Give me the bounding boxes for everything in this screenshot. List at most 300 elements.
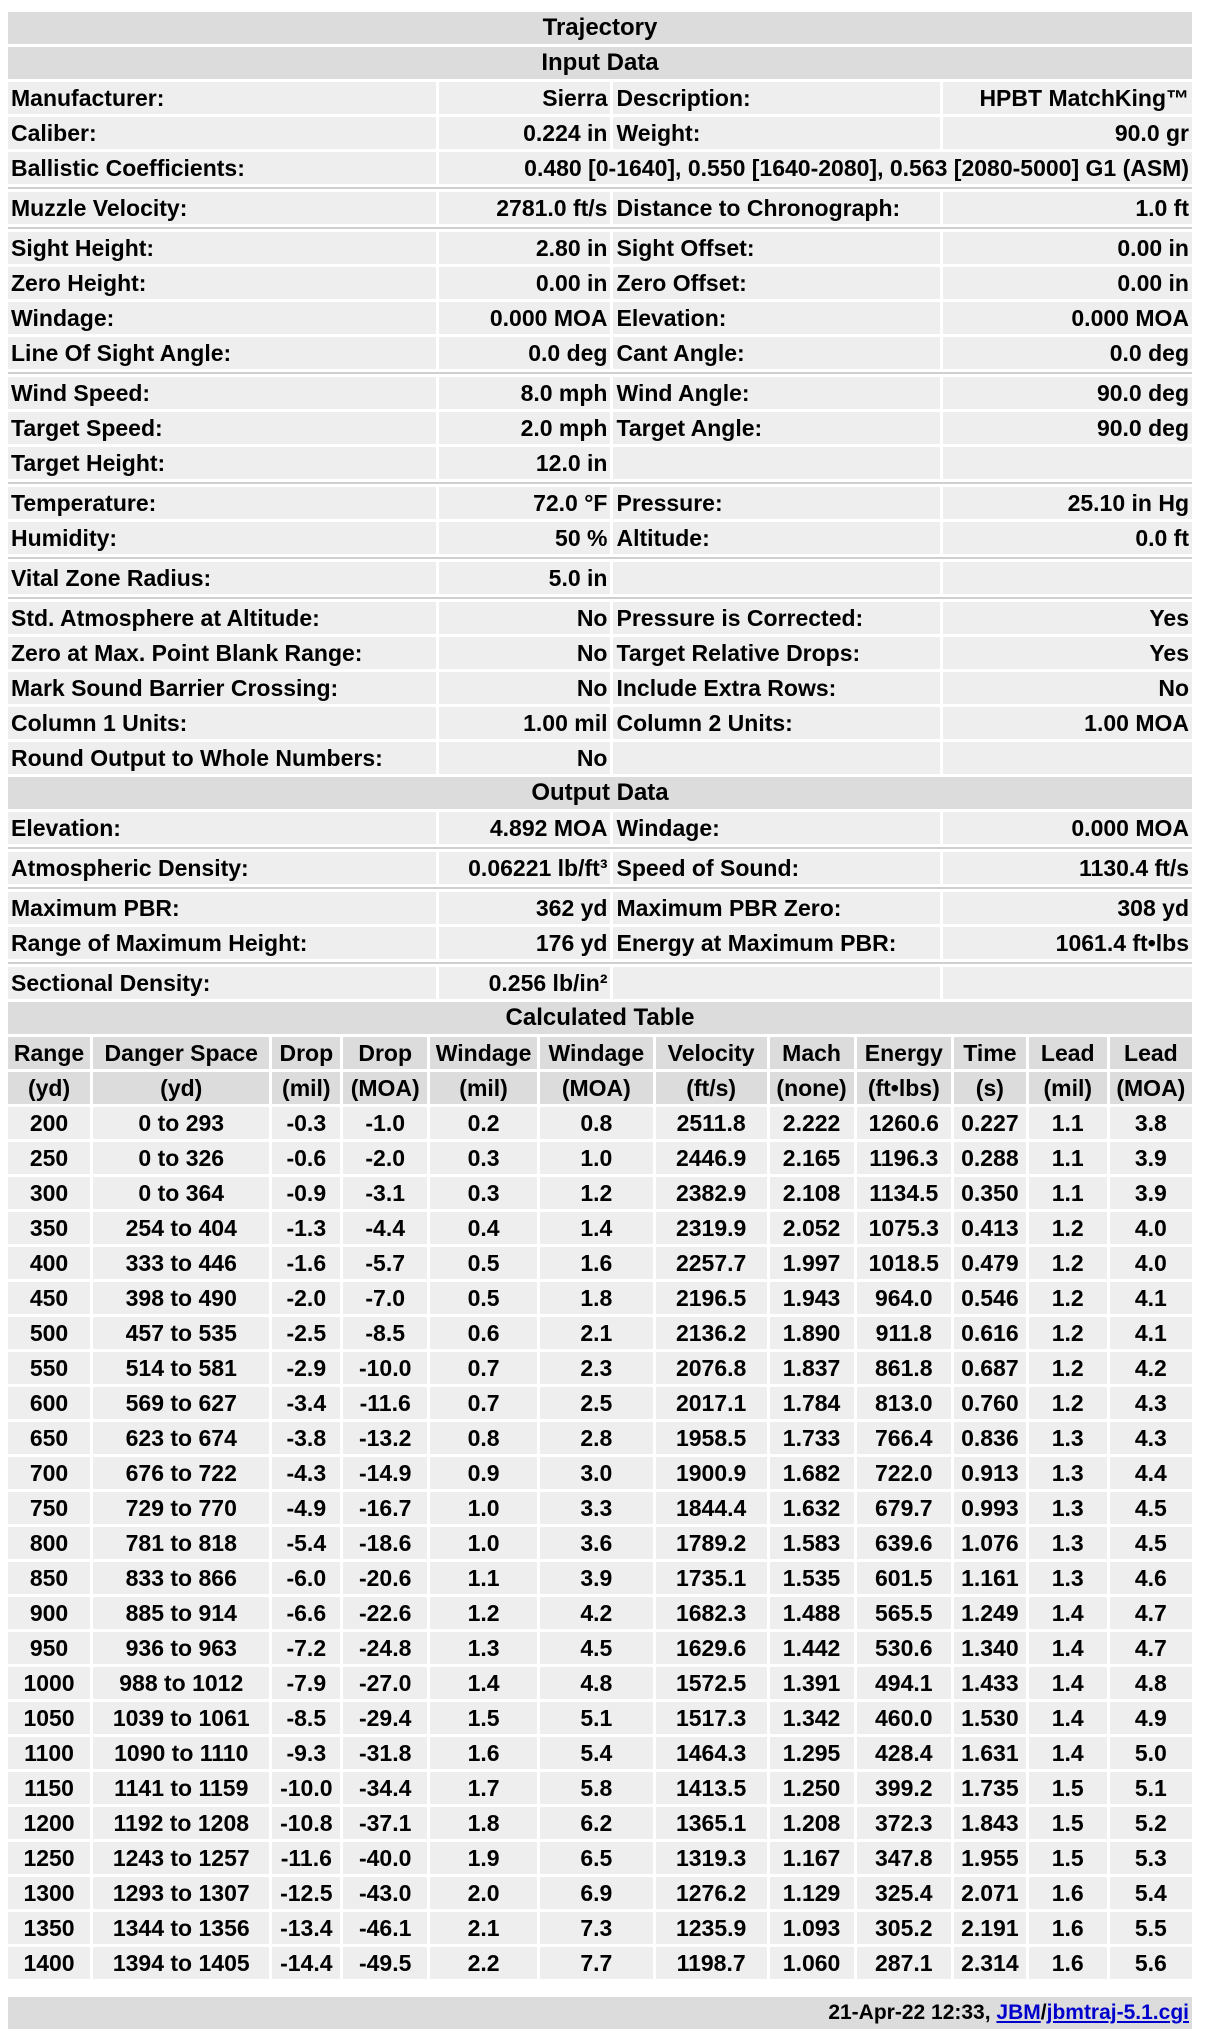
windage-label: Windage: <box>8 302 436 334</box>
table-cell: 1.943 <box>770 1282 854 1314</box>
table-cell: 729 to 770 <box>93 1492 269 1524</box>
table-cell: 4.7 <box>1110 1632 1192 1664</box>
table-cell: 1.129 <box>770 1877 854 1909</box>
table-cell: 1.391 <box>770 1667 854 1699</box>
table-cell: 0.5 <box>430 1247 537 1279</box>
table-cell: 1276.2 <box>656 1877 767 1909</box>
los-angle-label: Line Of Sight Angle: <box>8 337 436 369</box>
table-cell: 1039 to 1061 <box>93 1702 269 1734</box>
max-height-range-value: 176 yd <box>439 927 610 959</box>
table-cell: -13.4 <box>272 1912 340 1944</box>
table-cell: 1.0 <box>430 1527 537 1559</box>
table-cell: 4.1 <box>1110 1282 1192 1314</box>
column-header: Danger Space <box>93 1037 269 1069</box>
table-cell: 305.2 <box>857 1912 951 1944</box>
table-row <box>8 1177 1192 1209</box>
empty-cell <box>943 967 1192 999</box>
table-cell: 1958.5 <box>656 1422 767 1454</box>
table-cell: -40.0 <box>343 1842 427 1874</box>
table-cell: 1050 <box>8 1702 90 1734</box>
table-cell: 1.093 <box>770 1912 854 1944</box>
table-cell: -14.4 <box>272 1947 340 1979</box>
column-header: Drop <box>272 1037 340 1069</box>
pressure-value: 25.10 in Hg <box>943 487 1192 519</box>
sectional-density-label: Sectional Density: <box>8 967 436 999</box>
table-cell: 1682.3 <box>656 1597 767 1629</box>
table-cell: 4.8 <box>540 1667 653 1699</box>
zero-height-label: Zero Height: <box>8 267 436 299</box>
table-cell: 1400 <box>8 1947 90 1979</box>
table-cell: 1.295 <box>770 1737 854 1769</box>
table-cell: 4.5 <box>540 1632 653 1664</box>
sectional-density-value: 0.256 lb/in² <box>439 967 610 999</box>
table-cell: 1.9 <box>430 1842 537 1874</box>
table-cell: 1629.6 <box>656 1632 767 1664</box>
table-cell: -24.8 <box>343 1632 427 1664</box>
table-cell: 1.340 <box>954 1632 1026 1664</box>
input-data-header: Input Data <box>8 47 1192 79</box>
table-cell: 1394 to 1405 <box>93 1947 269 1979</box>
table-cell: 1.6 <box>540 1247 653 1279</box>
col2-units-label: Column 2 Units: <box>613 707 940 739</box>
table-cell: 5.1 <box>540 1702 653 1734</box>
table-cell: 4.0 <box>1110 1247 1192 1279</box>
humidity-value: 50 % <box>439 522 610 554</box>
calculated-table <box>5 999 1195 1982</box>
table-cell: 5.8 <box>540 1772 653 1804</box>
sound-speed-value: 1130.4 ft/s <box>943 852 1192 884</box>
table-cell: -7.9 <box>272 1667 340 1699</box>
std-atm-label: Std. Atmosphere at Altitude: <box>8 602 436 634</box>
jbm-link[interactable]: JBM <box>996 2001 1041 2024</box>
column-units <box>8 1072 1192 1104</box>
table-cell: -46.1 <box>343 1912 427 1944</box>
table-cell: -13.2 <box>343 1422 427 1454</box>
table-cell: 1350 <box>8 1912 90 1944</box>
table-cell: 1.442 <box>770 1632 854 1664</box>
sight-height-label: Sight Height: <box>8 232 436 264</box>
table-cell: 350 <box>8 1212 90 1244</box>
table-cell: 2076.8 <box>656 1352 767 1384</box>
table-cell: 1.631 <box>954 1737 1026 1769</box>
column-unit: (yd) <box>8 1072 90 1104</box>
table-cell: -1.6 <box>272 1247 340 1279</box>
table-cell: -2.0 <box>343 1142 427 1174</box>
chrono-distance-label: Distance to Chronograph: <box>613 192 940 224</box>
windage-value: 0.000 MOA <box>439 302 610 334</box>
empty-cell <box>943 562 1192 594</box>
table-cell: 885 to 914 <box>93 1597 269 1629</box>
elevation-value: 0.000 MOA <box>943 302 1192 334</box>
table-cell: 250 <box>8 1142 90 1174</box>
page-title: Trajectory <box>8 12 1192 44</box>
table-cell: 1789.2 <box>656 1527 767 1559</box>
bc-label: Ballistic Coefficients: <box>8 152 436 184</box>
table-cell: -2.5 <box>272 1317 340 1349</box>
table-cell: 833 to 866 <box>93 1562 269 1594</box>
table-cell: 639.6 <box>857 1527 951 1559</box>
column-header: Time <box>954 1037 1026 1069</box>
table-row <box>8 1562 1192 1594</box>
table-cell: 1243 to 1257 <box>93 1842 269 1874</box>
muzzle-velocity-label: Muzzle Velocity: <box>8 192 436 224</box>
table-row <box>8 1597 1192 1629</box>
table-row <box>8 1772 1192 1804</box>
table-cell: 6.5 <box>540 1842 653 1874</box>
table-cell: 1075.3 <box>857 1212 951 1244</box>
table-row <box>8 1877 1192 1909</box>
table-cell: -11.6 <box>343 1387 427 1419</box>
table-cell: 7.3 <box>540 1912 653 1944</box>
table-cell: 2.0 <box>430 1877 537 1909</box>
table-cell: 457 to 535 <box>93 1317 269 1349</box>
table-cell: 0.5 <box>430 1282 537 1314</box>
table-cell: 800 <box>8 1527 90 1559</box>
table-cell: -8.5 <box>272 1702 340 1734</box>
energy-pbr-value: 1061.4 ft•lbs <box>943 927 1192 959</box>
table-cell: 565.5 <box>857 1597 951 1629</box>
table-cell: 550 <box>8 1352 90 1384</box>
table-cell: -10.0 <box>343 1352 427 1384</box>
table-cell: -16.7 <box>343 1492 427 1524</box>
table-cell: 1.535 <box>770 1562 854 1594</box>
table-cell: 1.433 <box>954 1667 1026 1699</box>
table-cell: 4.6 <box>1110 1562 1192 1594</box>
table-cell: -4.4 <box>343 1212 427 1244</box>
weight-value: 90.0 gr <box>943 117 1192 149</box>
table-cell: 399.2 <box>857 1772 951 1804</box>
footer-timestamp: 21-Apr-22 12:33, <box>828 2001 997 2024</box>
table-cell: 4.9 <box>1110 1702 1192 1734</box>
table-cell: 325.4 <box>857 1877 951 1909</box>
table-cell: 5.4 <box>1110 1877 1192 1909</box>
target-speed-label: Target Speed: <box>8 412 436 444</box>
target-speed-value: 2.0 mph <box>439 412 610 444</box>
table-cell: 0.546 <box>954 1282 1026 1314</box>
table-cell: 254 to 404 <box>93 1212 269 1244</box>
table-cell: 950 <box>8 1632 90 1664</box>
table-cell: 861.8 <box>857 1352 951 1384</box>
column-header: Range <box>8 1037 90 1069</box>
table-cell: 4.2 <box>1110 1352 1192 1384</box>
table-cell: 1192 to 1208 <box>93 1807 269 1839</box>
weight-label: Weight: <box>613 117 940 149</box>
density-value: 0.06221 lb/ft³ <box>439 852 610 884</box>
table-cell: -18.6 <box>343 1527 427 1559</box>
table-cell: 4.4 <box>1110 1457 1192 1489</box>
table-cell: 1.955 <box>954 1842 1026 1874</box>
caliber-label: Caliber: <box>8 117 436 149</box>
round-output-value: No <box>439 742 610 774</box>
cant-angle-value: 0.0 deg <box>943 337 1192 369</box>
table-cell: 1.4 <box>1029 1597 1107 1629</box>
zero-mpbr-value: No <box>439 637 610 669</box>
table-cell: 200 <box>8 1107 90 1139</box>
extra-rows-value: No <box>943 672 1192 704</box>
table-cell: 3.6 <box>540 1527 653 1559</box>
temperature-label: Temperature: <box>8 487 436 519</box>
table-cell: 0 to 293 <box>93 1107 269 1139</box>
table-cell: -1.0 <box>343 1107 427 1139</box>
table-cell: 1.6 <box>1029 1877 1107 1909</box>
table-row <box>8 1632 1192 1664</box>
temperature-value: 72.0 °F <box>439 487 610 519</box>
table-cell: 1.342 <box>770 1702 854 1734</box>
table-cell: 3.9 <box>1110 1142 1192 1174</box>
max-pbr-zero-value: 308 yd <box>943 892 1192 924</box>
table-cell: 2.052 <box>770 1212 854 1244</box>
target-angle-label: Target Angle: <box>613 412 940 444</box>
table-cell: 936 to 963 <box>93 1632 269 1664</box>
table-cell: 900 <box>8 1597 90 1629</box>
table-cell: 4.7 <box>1110 1597 1192 1629</box>
empty-cell <box>613 742 940 774</box>
table-cell: 1.1 <box>430 1562 537 1594</box>
table-cell: 2382.9 <box>656 1177 767 1209</box>
table-cell: 1.6 <box>1029 1912 1107 1944</box>
calculated-table-header: Calculated Table <box>8 1002 1192 1034</box>
table-cell: 766.4 <box>857 1422 951 1454</box>
table-cell: 1.4 <box>540 1212 653 1244</box>
table-cell: 2511.8 <box>656 1107 767 1139</box>
table-row <box>8 1667 1192 1699</box>
column-header: Windage <box>540 1037 653 1069</box>
humidity-label: Humidity: <box>8 522 436 554</box>
table-cell: 0.479 <box>954 1247 1026 1279</box>
column-header: Velocity <box>656 1037 767 1069</box>
column-unit: (ft•lbs) <box>857 1072 951 1104</box>
trajectory-report <box>5 9 1195 2032</box>
table-cell: -3.1 <box>343 1177 427 1209</box>
energy-pbr-label: Energy at Maximum PBR: <box>613 927 940 959</box>
table-cell: 5.5 <box>1110 1912 1192 1944</box>
table-cell: 5.1 <box>1110 1772 1192 1804</box>
pressure-label: Pressure: <box>613 487 940 519</box>
table-cell: 2.8 <box>540 1422 653 1454</box>
empty-cell <box>943 447 1192 479</box>
table-cell: -4.9 <box>272 1492 340 1524</box>
table-cell: 4.1 <box>1110 1317 1192 1349</box>
footer-table <box>5 1994 1195 2032</box>
table-cell: 650 <box>8 1422 90 1454</box>
column-unit: (MOA) <box>1110 1072 1192 1104</box>
table-cell: -1.3 <box>272 1212 340 1244</box>
table-row <box>8 1422 1192 1454</box>
table-cell: -3.4 <box>272 1387 340 1419</box>
table-cell: 1.3 <box>1029 1527 1107 1559</box>
column-header: Mach <box>770 1037 854 1069</box>
table-row <box>8 1142 1192 1174</box>
table-cell: 1250 <box>8 1842 90 1874</box>
table-cell: 2017.1 <box>656 1387 767 1419</box>
table-cell: 1293 to 1307 <box>93 1877 269 1909</box>
zero-mpbr-label: Zero at Max. Point Blank Range: <box>8 637 436 669</box>
out-elevation-value: 4.892 MOA <box>439 812 610 844</box>
sight-offset-value: 0.00 in <box>943 232 1192 264</box>
table-cell: 1018.5 <box>857 1247 951 1279</box>
max-height-range-label: Range of Maximum Height: <box>8 927 436 959</box>
column-header: Energy <box>857 1037 951 1069</box>
table-cell: 0.227 <box>954 1107 1026 1139</box>
table-cell: 4.3 <box>1110 1422 1192 1454</box>
table-cell: -7.2 <box>272 1632 340 1664</box>
round-output-label: Round Output to Whole Numbers: <box>8 742 436 774</box>
table-cell: 0.3 <box>430 1142 537 1174</box>
column-unit: (yd) <box>93 1072 269 1104</box>
max-pbr-zero-label: Maximum PBR Zero: <box>613 892 940 924</box>
table-cell: 0 to 364 <box>93 1177 269 1209</box>
table-cell: 1.250 <box>770 1772 854 1804</box>
col1-units-value: 1.00 mil <box>439 707 610 739</box>
table-cell: 1900.9 <box>656 1457 767 1489</box>
table-cell: 600 <box>8 1387 90 1419</box>
table-cell: 1196.3 <box>857 1142 951 1174</box>
table-cell: 750 <box>8 1492 90 1524</box>
table-cell: 3.9 <box>1110 1177 1192 1209</box>
table-cell: -12.5 <box>272 1877 340 1909</box>
table-cell: 3.3 <box>540 1492 653 1524</box>
sound-barrier-value: No <box>439 672 610 704</box>
table-cell: 4.0 <box>1110 1212 1192 1244</box>
table-cell: 428.4 <box>857 1737 951 1769</box>
table-cell: 1235.9 <box>656 1912 767 1944</box>
chrono-distance-value: 1.0 ft <box>943 192 1192 224</box>
footer <box>8 1997 1192 2029</box>
table-cell: 1.583 <box>770 1527 854 1559</box>
table-cell: 1.2 <box>540 1177 653 1209</box>
table-cell: 0.8 <box>430 1422 537 1454</box>
table-cell: 2.1 <box>540 1317 653 1349</box>
table-cell: 5.0 <box>1110 1737 1192 1769</box>
table-row <box>8 1247 1192 1279</box>
table-cell: 6.2 <box>540 1807 653 1839</box>
table-cell: 1.3 <box>1029 1422 1107 1454</box>
table-row <box>8 1107 1192 1139</box>
table-cell: -5.7 <box>343 1247 427 1279</box>
description-label: Description: <box>613 82 940 114</box>
table-cell: 1.530 <box>954 1702 1026 1734</box>
table-cell: 1464.3 <box>656 1737 767 1769</box>
table-cell: 2.191 <box>954 1912 1026 1944</box>
table-cell: 500 <box>8 1317 90 1349</box>
max-pbr-label: Maximum PBR: <box>8 892 436 924</box>
table-cell: 0.760 <box>954 1387 1026 1419</box>
column-unit: (mil) <box>1029 1072 1107 1104</box>
extra-rows-label: Include Extra Rows: <box>613 672 940 704</box>
table-cell: 2.165 <box>770 1142 854 1174</box>
target-height-value: 12.0 in <box>439 447 610 479</box>
table-cell: 1.735 <box>954 1772 1026 1804</box>
table-cell: -8.5 <box>343 1317 427 1349</box>
table-cell: 0.7 <box>430 1352 537 1384</box>
table-cell: 700 <box>8 1457 90 1489</box>
elevation-label: Elevation: <box>613 302 940 334</box>
table-row <box>8 1282 1192 1314</box>
table-cell: 1.7 <box>430 1772 537 1804</box>
table-cell: 2.3 <box>540 1352 653 1384</box>
table-cell: 514 to 581 <box>93 1352 269 1384</box>
table-cell: 1000 <box>8 1667 90 1699</box>
table-cell: 6.9 <box>540 1877 653 1909</box>
table-cell: 2.222 <box>770 1107 854 1139</box>
table-cell: 0.616 <box>954 1317 1026 1349</box>
table-cell: 1.167 <box>770 1842 854 1874</box>
table-cell: 722.0 <box>857 1457 951 1489</box>
table-cell: -37.1 <box>343 1807 427 1839</box>
table-cell: -22.6 <box>343 1597 427 1629</box>
table-cell: 1.1 <box>1029 1142 1107 1174</box>
column-headers <box>8 1037 1192 1069</box>
table-cell: -29.4 <box>343 1702 427 1734</box>
table-cell: 1090 to 1110 <box>93 1737 269 1769</box>
table-cell: 0.4 <box>430 1212 537 1244</box>
input-output-table <box>5 9 1195 1002</box>
table-cell: -20.6 <box>343 1562 427 1594</box>
table-cell: 4.5 <box>1110 1527 1192 1559</box>
table-cell: 2257.7 <box>656 1247 767 1279</box>
table-cell: 1.3 <box>1029 1562 1107 1594</box>
table-cell: 0.3 <box>430 1177 537 1209</box>
table-cell: 1.3 <box>1029 1492 1107 1524</box>
table-cell: 0.288 <box>954 1142 1026 1174</box>
table-cell: 850 <box>8 1562 90 1594</box>
table-row <box>8 1912 1192 1944</box>
out-windage-value: 0.000 MOA <box>943 812 1192 844</box>
table-cell: 1.2 <box>1029 1247 1107 1279</box>
table-cell: 0.2 <box>430 1107 537 1139</box>
table-cell: 1.488 <box>770 1597 854 1629</box>
table-cell: 781 to 818 <box>93 1527 269 1559</box>
table-cell: -14.9 <box>343 1457 427 1489</box>
manufacturer-label: Manufacturer: <box>8 82 436 114</box>
table-cell: 1344 to 1356 <box>93 1912 269 1944</box>
table-cell: 3.9 <box>540 1562 653 1594</box>
table-row <box>8 1387 1192 1419</box>
table-cell: 2319.9 <box>656 1212 767 1244</box>
column-header: Lead <box>1110 1037 1192 1069</box>
table-cell: -2.9 <box>272 1352 340 1384</box>
muzzle-velocity-value: 2781.0 ft/s <box>439 192 610 224</box>
table-cell: 1.0 <box>430 1492 537 1524</box>
table-cell: 1300 <box>8 1877 90 1909</box>
zero-offset-value: 0.00 in <box>943 267 1192 299</box>
std-atm-value: No <box>439 602 610 634</box>
table-cell: -6.6 <box>272 1597 340 1629</box>
table-cell: 1.632 <box>770 1492 854 1524</box>
col2-units-value: 1.00 MOA <box>943 707 1192 739</box>
table-cell: 4.5 <box>1110 1492 1192 1524</box>
table-cell: 813.0 <box>857 1387 951 1419</box>
out-windage-label: Windage: <box>613 812 940 844</box>
table-cell: 1134.5 <box>857 1177 951 1209</box>
table-cell: 2.5 <box>540 1387 653 1419</box>
table-cell: 676 to 722 <box>93 1457 269 1489</box>
table-cell: 1.4 <box>1029 1632 1107 1664</box>
description-value: HPBT MatchKing™ <box>943 82 1192 114</box>
table-cell: 1.890 <box>770 1317 854 1349</box>
table-cell: 2.1 <box>430 1912 537 1944</box>
table-row <box>8 1702 1192 1734</box>
footer-separator: / <box>1040 2001 1047 2024</box>
table-cell: 1.3 <box>1029 1457 1107 1489</box>
table-cell: -11.6 <box>272 1842 340 1874</box>
column-unit: (MOA) <box>540 1072 653 1104</box>
table-cell: -4.3 <box>272 1457 340 1489</box>
table-cell: 1.8 <box>430 1807 537 1839</box>
table-cell: 623 to 674 <box>93 1422 269 1454</box>
bc-value: 0.480 [0-1640], 0.550 [1640-2080], 0.563 [2080-5000] G1 (ASM) <box>439 152 1192 184</box>
jbmtraj-link[interactable]: jbmtraj-5.1.cgi <box>1046 2001 1189 2024</box>
